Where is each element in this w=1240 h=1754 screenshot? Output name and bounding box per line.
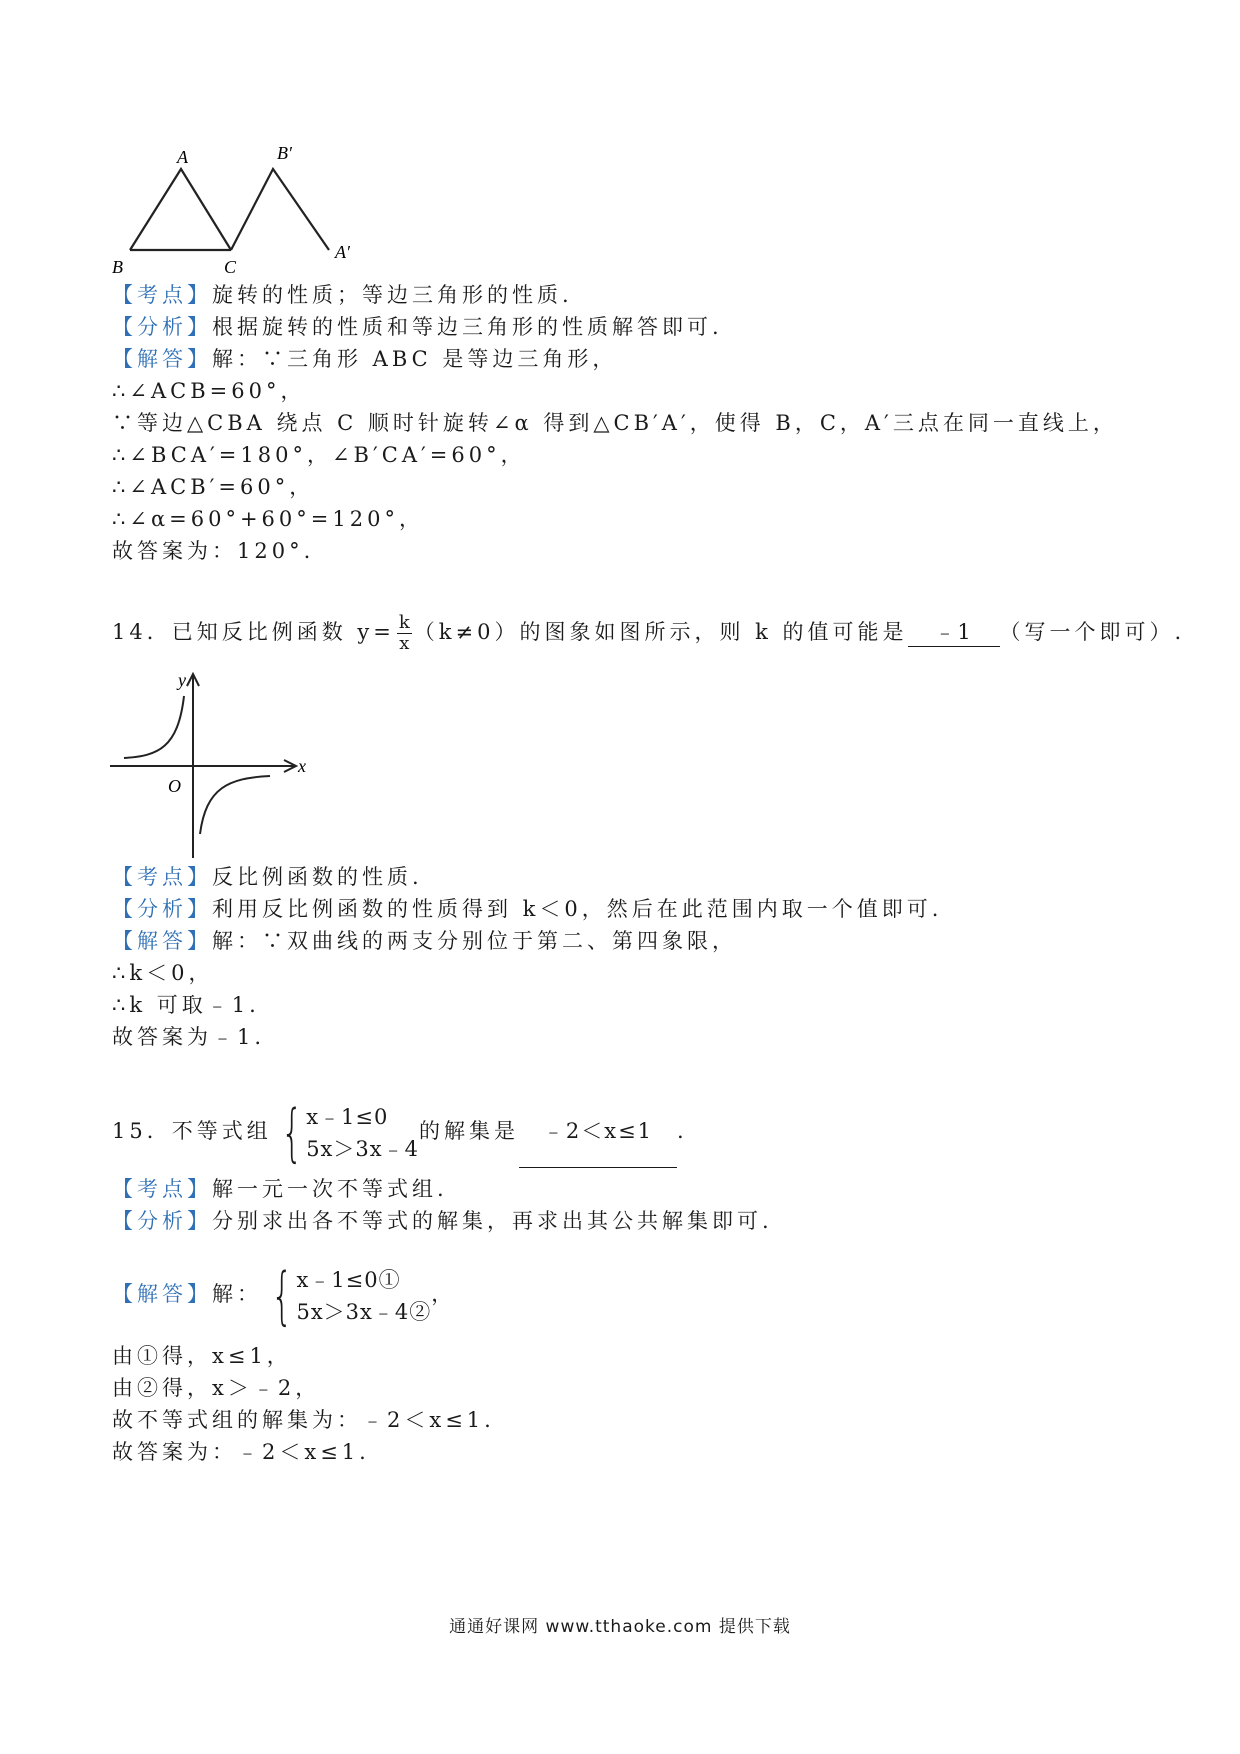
q13-jieda-text: 解：∵三角形 ABC 是等边三角形， [212,347,618,371]
q15-step: 故不等式组的解集为：﹣2＜x≤1. [112,1408,495,1432]
inequality-system [272,1095,419,1169]
system-row-1: x﹣1≤0 [306,1104,389,1129]
jieda-tag: 【解答】 [112,347,212,371]
q14-step: 故答案为﹣1. [112,1025,266,1049]
q13-step: ∵等边△CBA 绕点 C 顺时针旋转∠α 得到△CB′A′，使得 B，C，A′三点在同一直线上， [112,411,1118,435]
q13-jieda-line [112,345,617,373]
q15-answer-blank: ﹣2＜x≤1 [519,1095,677,1168]
labeled-inequality-system [262,1258,432,1332]
q14-kaodian-line [112,863,423,891]
q14-prefix: 14．已知反比例函数 y= [112,620,395,644]
q13-step: ∴∠α=60°+60°=120°， [112,507,424,531]
q14-jieda-text: 解：∵双曲线的两支分别位于第二、第四象限， [212,929,737,953]
q15-fenxi-text: 分别求出各不等式的解集，再求出其公共解集即可. [212,1209,773,1233]
fenxi-tag: 【分析】 [112,1209,212,1233]
q13-fenxi-text: 根据旋转的性质和等边三角形的性质解答即可. [212,315,723,339]
q15-kaodian-line [112,1175,448,1203]
q15-fenxi-line [112,1207,773,1235]
left-brace: { [280,1095,304,1169]
triangle-abc [130,169,231,250]
q14-step: ∴k 可取﹣1. [112,993,260,1017]
q13-fenxi-line [112,313,723,341]
q15-kaodian-text: 解一元一次不等式组. [212,1177,448,1201]
q14-jieda-line [112,927,737,955]
label-a: A [177,147,188,167]
hyperbola-graph [108,668,318,858]
label-b: B [112,257,123,277]
q13-kaodian-line [112,281,573,309]
left-brace: { [271,1258,294,1332]
q14-fenxi-line [112,895,942,923]
fenxi-tag: 【分析】 [112,897,212,921]
x-axis-label: x [298,756,306,776]
q15-step: 故答案为：﹣2＜x≤1. [112,1440,370,1464]
q13-kaodian-text: 旋转的性质；等边三角形的性质. [212,283,573,307]
kaodian-tag: 【考点】 [112,283,212,307]
fraction-numerator: k [398,612,410,633]
q14-suffix: （写一个即可）. [999,620,1186,644]
label-b-prime: B′ [277,143,292,163]
q15-step: 由①得，x≤1， [112,1344,292,1368]
system-suffix: ， [431,1282,457,1306]
q13-step: ∴∠BCA′=180°，∠B′CA′=60°， [112,443,526,467]
k-over-x-fraction [397,613,412,654]
q14-middle: （k≠0）的图象如图所示，则 k 的值可能是 [413,620,908,644]
fraction-denominator: x [399,633,410,654]
q13-step: 故答案为：120°. [112,539,315,563]
y-axis-label: y [178,670,186,690]
rotation-triangles-figure [108,140,368,280]
fenxi-tag: 【分析】 [112,315,212,339]
q13-step: ∴∠ACB=60°， [112,379,306,403]
triangle-cbprime-aprime [231,169,329,250]
label-a-prime: A′ [335,242,350,262]
system-row-2: 5x＞3x﹣4② [296,1299,432,1324]
q15-jieda-line [112,1258,456,1330]
q15-question [112,1095,688,1168]
jieda-tag: 【解答】 [112,1282,212,1306]
kaodian-tag: 【考点】 [112,865,212,889]
q15-jieda-text: 解： [212,1282,262,1306]
q13-step: ∴∠ACB′=60°， [112,475,315,499]
q14-step: ∴k＜0， [112,961,214,985]
q15-suffix: . [676,1119,688,1143]
label-c: C [224,257,237,277]
system-row-2: 5x＞3x﹣4 [306,1136,419,1161]
q14-fenxi-text: 利用反比例函数的性质得到 k＜0，然后在此范围内取一个值即可. [212,897,943,921]
q15-prefix: 15．不等式组 [112,1119,272,1143]
kaodian-tag: 【考点】 [112,1177,212,1201]
q14-question [112,613,1185,654]
q14-answer-blank: ﹣1 [908,618,1000,647]
q15-middle: 的解集是 [418,1119,519,1143]
hyperbola-branch-q2 [124,696,184,758]
hyperbola-branch-q4 [200,776,270,834]
origin-label: O [168,776,181,796]
jieda-tag: 【解答】 [112,929,212,953]
system-row-1: x﹣1≤0① [296,1267,401,1292]
q14-kaodian-text: 反比例函数的性质. [212,865,423,889]
page-footer: 通通好课网 www.tthaoke.com 提供下载 [449,1617,791,1637]
q15-step: 由②得，x＞﹣2， [112,1376,321,1400]
